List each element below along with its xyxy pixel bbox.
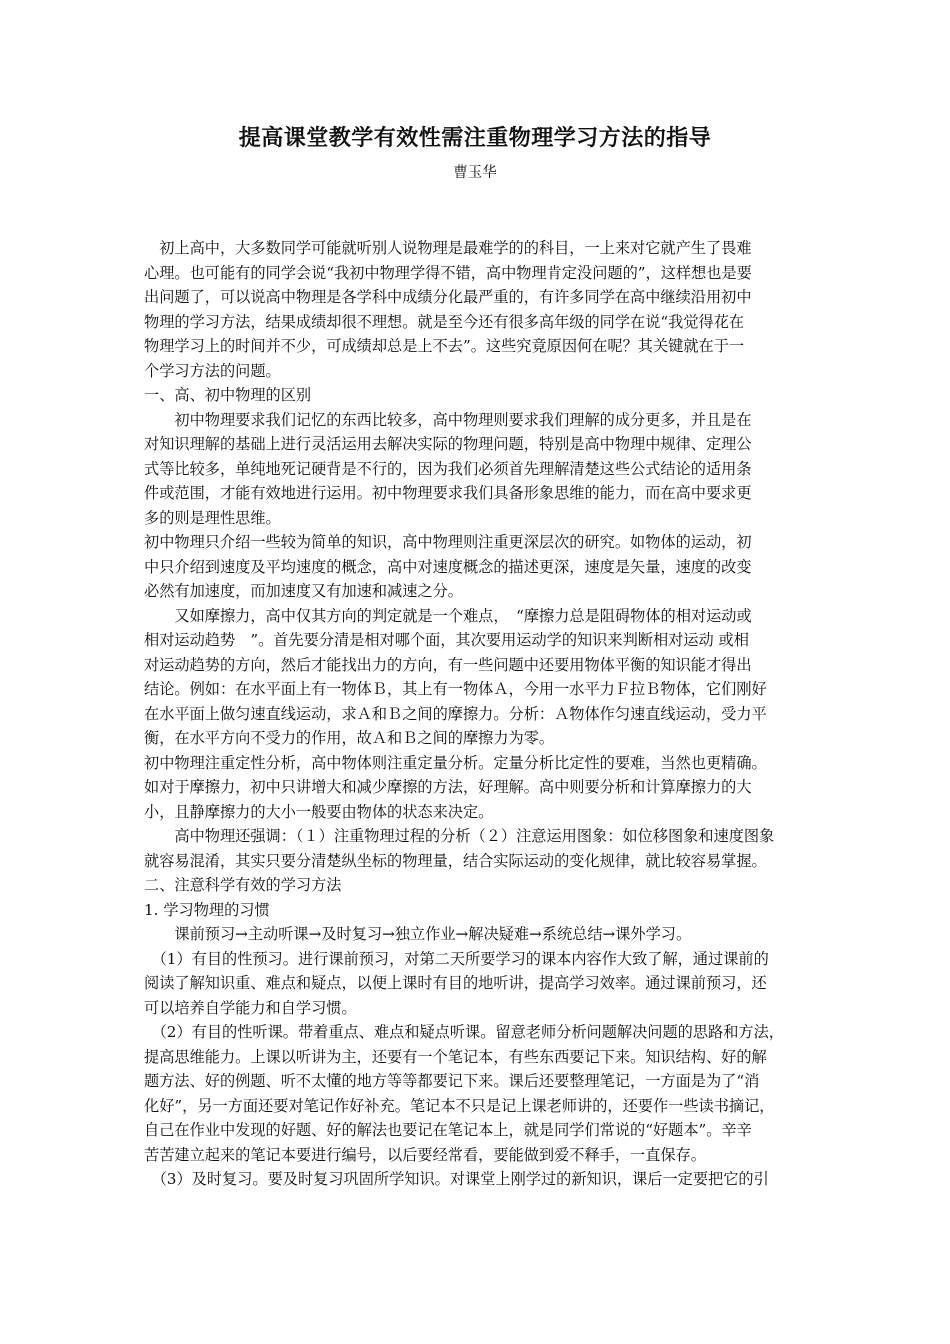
text-line: 式等比较多，单纯地死记硬背是不行的，因为我们必须首先理解清楚这些公式结论的适用条: [144, 459, 752, 478]
text-line: 课前预习→主动听课→及时复习→独立作业→解决疑难→系统总结→课外学习。: [144, 925, 692, 943]
text-line: 小，且静摩擦力的大小一般要由物体的状态来决定。: [144, 802, 494, 821]
text-line: 物理的学习方法，结果成绩却很不理想。就是至今还有很多高年级的同学在说“我觉得花在: [144, 312, 745, 331]
document-author: 曹玉华: [453, 165, 497, 181]
document-title: 提高课堂教学有效性需注重物理学习方法的指导: [238, 125, 712, 151]
text-line: 结论。例如：在水平面上有一物体Ｂ，其上有一物体Ａ，今用一水平力Ｆ拉Ｂ物体，它们刚好: [144, 680, 767, 698]
text-line: 二、注意科学有效的学习方法: [144, 876, 342, 894]
document-body: [144, 236, 812, 1192]
text-line: （1）有目的性预习。进行课前预习，对第二天所要学习的课本内容作大致了解，通过课前的: [144, 949, 769, 968]
text-line: （2）有目的性听课。带着重点、难点和疑点听课。留意老师分析问题解决问题的思路和方法，: [144, 1023, 784, 1041]
text-line: 提高思维能力。上课以听讲为主，还要有一个笔记本，有些东西要记下来。知识结构、好的解: [144, 1047, 767, 1066]
text-line: 多的则是理性思维。: [144, 508, 281, 527]
text-line: 初上高中，大多数同学可能就听别人说物理是最难学的的科目，一上来对它就产生了畏难: [144, 239, 752, 257]
text-line: 中只介绍到速度及平均速度的概念，高中对速度概念的描述更深，速度是矢量，速度的改变: [144, 557, 752, 576]
text-line: 题方法、好的例题、听不太懂的地方等等都要记下来。课后还要整理笔记，一方面是为了“消: [144, 1072, 760, 1090]
text-line: 在水平面上做匀速直线运动，求Ａ和Ｂ之间的摩擦力。分析：Ａ物体作匀速直线运动，受力平: [144, 704, 767, 723]
text-line: 自己在作业中发现的好题、好的解法也要记在笔记本上，就是同学们常说的“好题本”。辛辛: [144, 1121, 752, 1139]
text-line: 相对运动趋势 ”。首先要分清是相对哪个面，其次要用运动学的知识来判断相对运动 或相: [144, 631, 749, 649]
text-line: 高中物理还强调：（１）注重物理过程的分析（２）注意运用图象：如位移图象和速度图象: [144, 827, 775, 845]
text-line: 对知识理解的基础上进行灵活运用去解决实际的物理问题，特别是高中物理中规律、定理公: [144, 435, 752, 453]
text-line: 初中物理要求我们记忆的东西比较多，高中物理则要求我们理解的成分更多，并且是在: [144, 410, 752, 429]
text-line: 必然有加速度，而加速度又有加速和减速之分。: [144, 582, 463, 600]
text-line: 物理学习上的时间并不少，可成绩却总是上不去”。这些究竟原因何在呢？其关键就在于一: [144, 337, 745, 355]
text-line: 初中物理只介绍一些较为简单的知识，高中物理则注重更深层次的研究。如物体的运动，初: [144, 533, 752, 551]
text-line: 一、高、初中物理的区别: [144, 386, 312, 404]
text-line: 又如摩擦力，高中仅其方向的判定就是一个难点， “摩擦力总是阻碍物体的相对运动或: [144, 606, 752, 625]
text-line: （3）及时复习。要及时复习巩固所学知识。对课堂上刚学过的新知识，课后一定要把它的引: [144, 1170, 769, 1188]
text-line: 阅读了解知识重、难点和疑点，以便上课时有目的地听讲，提高学习效率。通过课前预习，还: [144, 974, 767, 992]
text-line: 心理。也可能有的同学会说“我初中物理学得不错，高中物理肯定没问题的”，这样想也是要: [144, 263, 752, 282]
text-line: 初中物理注重定性分析，高中物体则注重定量分析。定量分析比定性的要难，当然也更精确。: [144, 753, 767, 772]
text-line: 如对于摩擦力，初中只讲增大和减少摩擦的方法，好理解。高中则要分析和计算摩擦力的大: [144, 778, 752, 796]
text-line: 苦苦建立起来的笔记本要进行编号，以后要经常看，要能做到爱不释手，一直保存。: [144, 1145, 706, 1164]
text-line: 件或范围，才能有效地进行运用。初中物理要求我们具备形象思维的能力，而在高中要求更: [144, 484, 752, 502]
text-line: 衡，在水平方向不受力的作用，故Ａ和Ｂ之间的摩擦力为零。: [144, 729, 555, 747]
text-line: 就容易混淆，其实只要分清楚纵坐标的物理量，结合实际运动的变化规律，就比较容易掌握。: [144, 851, 767, 870]
text-line: 可以培养自学能力和自学习惯。: [144, 998, 357, 1017]
text-line: 个学习方法的问题。: [144, 361, 281, 380]
text-line: 出问题了，可以说高中物理是各学科中成绩分化最严重的，有许多同学在高中继续沿用初中: [144, 288, 752, 306]
text-line: 1. 学习物理的习惯: [144, 900, 270, 919]
text-line: 化好”，另一方面还要对笔记作好补充。笔记本不只是记上课老师讲的，还要作一些读书摘记，: [144, 1096, 775, 1115]
text-line: 对运动趋势的方向，然后才能找出力的方向，有一些问题中还要用物体平衡的知识能才得出: [144, 655, 752, 674]
